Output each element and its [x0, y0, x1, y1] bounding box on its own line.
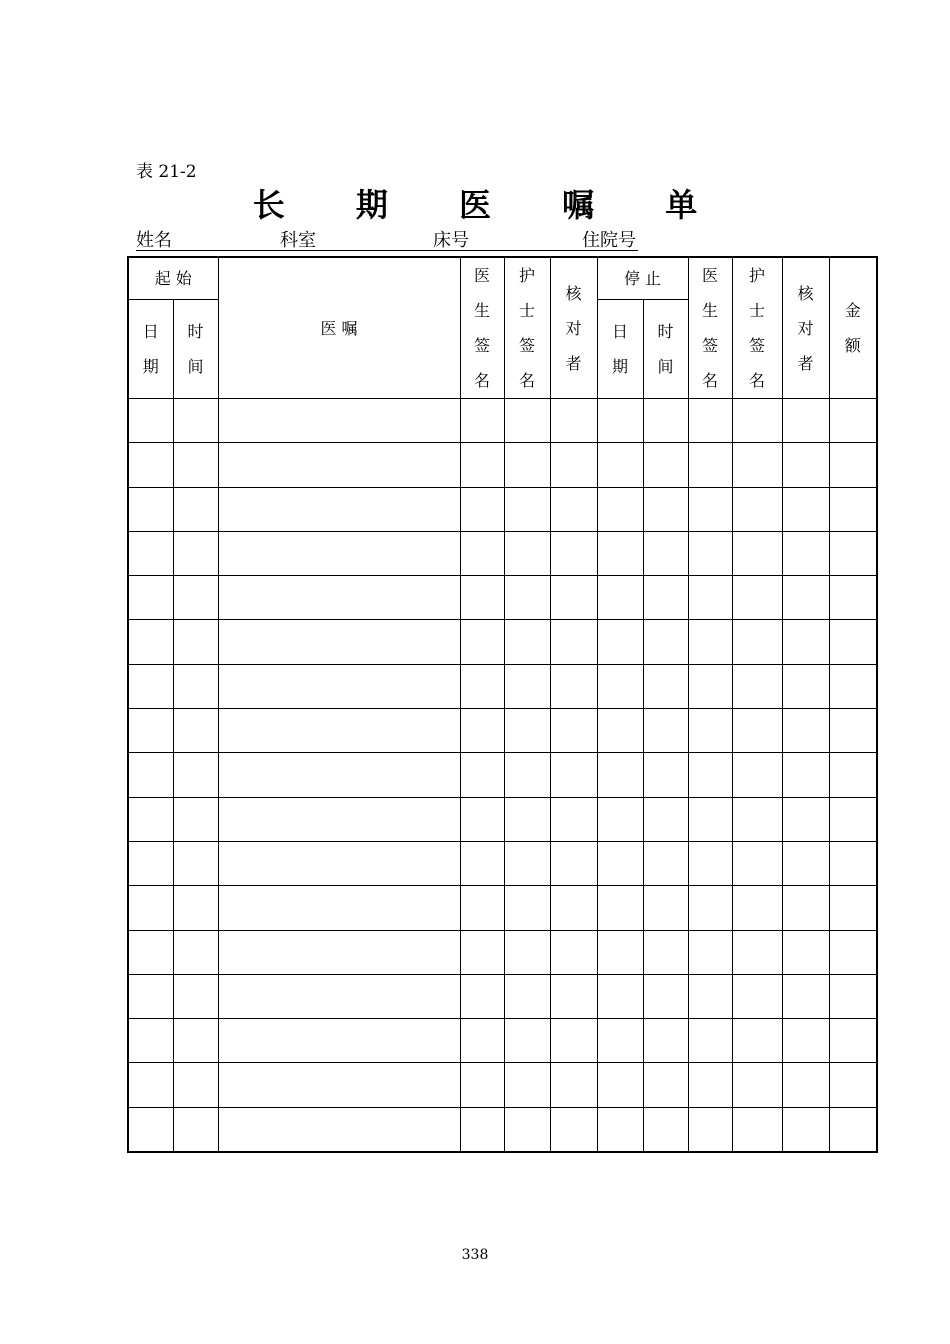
table-cell[interactable]: [218, 753, 460, 797]
table-cell[interactable]: [688, 886, 732, 930]
table-cell[interactable]: [460, 531, 504, 575]
table-cell[interactable]: [550, 974, 597, 1018]
table-cell[interactable]: [597, 709, 643, 753]
table-cell[interactable]: [460, 1107, 504, 1151]
table-cell[interactable]: [597, 1063, 643, 1107]
table-cell[interactable]: [597, 664, 643, 708]
table-cell[interactable]: [643, 974, 688, 1018]
table-cell[interactable]: [732, 664, 782, 708]
table-cell[interactable]: [218, 709, 460, 753]
table-cell[interactable]: [460, 576, 504, 620]
table-row: [128, 1019, 877, 1063]
table-cell[interactable]: [782, 620, 829, 664]
table-cell[interactable]: [504, 841, 550, 885]
table-cell[interactable]: [173, 399, 218, 443]
table-cell[interactable]: [173, 753, 218, 797]
table-cell[interactable]: [688, 1063, 732, 1107]
table-cell[interactable]: [597, 1107, 643, 1151]
table-cell[interactable]: [782, 709, 829, 753]
table-cell[interactable]: [597, 753, 643, 797]
table-cell[interactable]: [504, 576, 550, 620]
table-cell[interactable]: [643, 664, 688, 708]
start-time-header: 时 间: [173, 300, 218, 399]
table-cell[interactable]: [128, 974, 173, 1018]
table-cell[interactable]: [173, 664, 218, 708]
table-cell[interactable]: [173, 1063, 218, 1107]
table-cell[interactable]: [829, 1019, 877, 1063]
table-cell[interactable]: [218, 620, 460, 664]
table-cell[interactable]: [173, 576, 218, 620]
table-cell[interactable]: [128, 841, 173, 885]
table-cell[interactable]: [504, 531, 550, 575]
table-cell[interactable]: [460, 1019, 504, 1063]
table-cell[interactable]: [128, 1019, 173, 1063]
table-cell[interactable]: [643, 841, 688, 885]
table-cell[interactable]: [504, 797, 550, 841]
table-cell[interactable]: [218, 1063, 460, 1107]
table-cell[interactable]: [782, 930, 829, 974]
start-nurse-sign-header: 护 士 签 名: [504, 257, 550, 399]
table-cell[interactable]: [504, 1019, 550, 1063]
table-cell[interactable]: [218, 1019, 460, 1063]
table-row: [128, 930, 877, 974]
table-cell[interactable]: [504, 753, 550, 797]
table-cell[interactable]: [688, 1107, 732, 1151]
table-cell[interactable]: [643, 399, 688, 443]
table-cell[interactable]: [782, 487, 829, 531]
table-cell[interactable]: [782, 1063, 829, 1107]
table-cell[interactable]: [460, 753, 504, 797]
table-cell[interactable]: [550, 709, 597, 753]
table-cell[interactable]: [732, 620, 782, 664]
table-cell[interactable]: [550, 886, 597, 930]
table-cell[interactable]: [829, 753, 877, 797]
table-row: [128, 399, 877, 443]
table-cell[interactable]: [550, 1063, 597, 1107]
table-row: [128, 841, 877, 885]
table-cell[interactable]: [504, 886, 550, 930]
table-cell[interactable]: [504, 487, 550, 531]
table-row: [128, 531, 877, 575]
table-cell[interactable]: [128, 930, 173, 974]
page-title: 长 期 医 嘱 单: [252, 186, 728, 224]
table-cell[interactable]: [829, 797, 877, 841]
table-cell[interactable]: [218, 974, 460, 1018]
table-cell[interactable]: [218, 1107, 460, 1151]
table-cell[interactable]: [688, 620, 732, 664]
table-cell[interactable]: [643, 1019, 688, 1063]
table-cell[interactable]: [597, 399, 643, 443]
table-cell[interactable]: [829, 709, 877, 753]
stop-group-header: 停 止: [597, 257, 688, 300]
table-cell[interactable]: [597, 841, 643, 885]
table-cell[interactable]: [688, 709, 732, 753]
table-cell[interactable]: [643, 1063, 688, 1107]
start-group-header: 起 始: [128, 257, 218, 300]
table-cell[interactable]: [504, 399, 550, 443]
table-cell[interactable]: [460, 399, 504, 443]
table-cell[interactable]: [504, 974, 550, 1018]
table-cell[interactable]: [782, 1107, 829, 1151]
table-cell[interactable]: [550, 443, 597, 487]
table-cell[interactable]: [128, 1107, 173, 1151]
table-cell[interactable]: [218, 531, 460, 575]
table-cell[interactable]: [732, 974, 782, 1018]
order-header: 医 嘱: [218, 257, 460, 399]
table-cell[interactable]: [643, 930, 688, 974]
table-cell[interactable]: [732, 753, 782, 797]
table-cell[interactable]: [550, 620, 597, 664]
table-cell[interactable]: [550, 1019, 597, 1063]
table-cell[interactable]: [688, 841, 732, 885]
table-cell[interactable]: [550, 797, 597, 841]
table-cell[interactable]: [732, 399, 782, 443]
table-cell[interactable]: [732, 709, 782, 753]
table-cell[interactable]: [688, 399, 732, 443]
table-cell[interactable]: [218, 443, 460, 487]
table-cell[interactable]: [173, 487, 218, 531]
department-label: 科室: [280, 230, 316, 251]
table-cell[interactable]: [128, 1063, 173, 1107]
table-cell[interactable]: [460, 443, 504, 487]
stop-nurse-sign-header: 护 士 签 名: [732, 257, 782, 399]
table-cell[interactable]: [829, 487, 877, 531]
table-cell[interactable]: [218, 487, 460, 531]
table-cell[interactable]: [782, 576, 829, 620]
table-cell[interactable]: [829, 620, 877, 664]
blank-rows: [128, 399, 877, 1152]
table-cell[interactable]: [128, 576, 173, 620]
table-cell[interactable]: [688, 1019, 732, 1063]
patient-info-line: [136, 226, 638, 251]
page-number: 338: [461, 1247, 489, 1263]
table-cell[interactable]: [173, 797, 218, 841]
table-cell[interactable]: [173, 443, 218, 487]
table-cell[interactable]: [128, 664, 173, 708]
bed-label: 床号: [433, 230, 469, 251]
table-cell[interactable]: [504, 664, 550, 708]
table-cell[interactable]: [460, 664, 504, 708]
table-row: [128, 487, 877, 531]
table-cell[interactable]: [218, 886, 460, 930]
table-row: [128, 797, 877, 841]
table-cell[interactable]: [173, 974, 218, 1018]
table-cell[interactable]: [550, 487, 597, 531]
table-cell[interactable]: [128, 399, 173, 443]
table-cell[interactable]: [173, 620, 218, 664]
table-cell[interactable]: [550, 1107, 597, 1151]
table-cell[interactable]: [732, 576, 782, 620]
table-cell[interactable]: [597, 620, 643, 664]
table-cell[interactable]: [128, 487, 173, 531]
table-cell[interactable]: [597, 1019, 643, 1063]
table-cell[interactable]: [460, 620, 504, 664]
table-cell[interactable]: [688, 487, 732, 531]
table-cell[interactable]: [550, 576, 597, 620]
table-cell[interactable]: [460, 886, 504, 930]
table-cell[interactable]: [782, 664, 829, 708]
table-cell[interactable]: [460, 487, 504, 531]
table-cell[interactable]: [782, 531, 829, 575]
table-cell[interactable]: [829, 886, 877, 930]
table-row: [128, 576, 877, 620]
table-cell[interactable]: [504, 1063, 550, 1107]
table-cell[interactable]: [597, 576, 643, 620]
table-caption: 表 21-2: [136, 162, 197, 182]
table-cell[interactable]: [128, 886, 173, 930]
table-cell[interactable]: [829, 1107, 877, 1151]
table-cell[interactable]: [550, 753, 597, 797]
table-cell[interactable]: [173, 841, 218, 885]
table-cell[interactable]: [128, 443, 173, 487]
table-cell[interactable]: [173, 531, 218, 575]
table-cell[interactable]: [218, 797, 460, 841]
table-cell[interactable]: [829, 399, 877, 443]
table-cell[interactable]: [688, 576, 732, 620]
table-cell[interactable]: [128, 797, 173, 841]
table-row: [128, 753, 877, 797]
table-cell[interactable]: [218, 930, 460, 974]
table-cell[interactable]: [829, 443, 877, 487]
table-cell[interactable]: [829, 664, 877, 708]
table-cell[interactable]: [504, 930, 550, 974]
table-cell[interactable]: [643, 576, 688, 620]
amount-header: 金 额: [829, 257, 877, 399]
table-cell[interactable]: [643, 753, 688, 797]
table-cell[interactable]: [597, 797, 643, 841]
table-cell[interactable]: [643, 487, 688, 531]
table-cell[interactable]: [732, 531, 782, 575]
table-cell[interactable]: [218, 841, 460, 885]
table-cell[interactable]: [688, 930, 732, 974]
table-cell[interactable]: [643, 886, 688, 930]
table-cell[interactable]: [782, 1019, 829, 1063]
table-cell[interactable]: [829, 1063, 877, 1107]
table-cell[interactable]: [643, 531, 688, 575]
stop-time-header: 时 间: [643, 300, 688, 399]
table-cell[interactable]: [688, 443, 732, 487]
table-cell[interactable]: [218, 576, 460, 620]
table-cell[interactable]: [173, 1019, 218, 1063]
stop-checker-header: 核 对 者: [782, 257, 829, 399]
start-date-header: 日 期: [128, 300, 173, 399]
table-cell[interactable]: [829, 531, 877, 575]
table-cell[interactable]: [128, 709, 173, 753]
table-cell[interactable]: [732, 443, 782, 487]
table-row: [128, 886, 877, 930]
table-cell[interactable]: [829, 841, 877, 885]
table-cell[interactable]: [550, 930, 597, 974]
stop-date-header: 日 期: [597, 300, 643, 399]
table-cell[interactable]: [732, 930, 782, 974]
table-cell[interactable]: [128, 531, 173, 575]
table-cell[interactable]: [504, 709, 550, 753]
table-cell[interactable]: [460, 797, 504, 841]
table-cell[interactable]: [732, 886, 782, 930]
table-cell[interactable]: [688, 531, 732, 575]
stop-doctor-sign-header: 医 生 签 名: [688, 257, 732, 399]
table-cell[interactable]: [782, 443, 829, 487]
table-cell[interactable]: [732, 1107, 782, 1151]
start-checker-header: 核 对 者: [550, 257, 597, 399]
table-cell[interactable]: [732, 487, 782, 531]
table-cell[interactable]: [597, 974, 643, 1018]
table-cell[interactable]: [782, 886, 829, 930]
table-cell[interactable]: [128, 620, 173, 664]
table-cell[interactable]: [173, 886, 218, 930]
table-cell[interactable]: [732, 1019, 782, 1063]
table-cell[interactable]: [597, 443, 643, 487]
table-row: [128, 443, 877, 487]
table-cell[interactable]: [643, 709, 688, 753]
table-cell[interactable]: [782, 841, 829, 885]
table-cell[interactable]: [782, 399, 829, 443]
table-cell[interactable]: [782, 753, 829, 797]
start-doctor-sign-header: 医 生 签 名: [460, 257, 504, 399]
table-cell[interactable]: [460, 974, 504, 1018]
table-cell[interactable]: [128, 753, 173, 797]
table-cell[interactable]: [829, 974, 877, 1018]
long-term-orders-table: [127, 256, 878, 1153]
table-cell[interactable]: [643, 797, 688, 841]
table-cell[interactable]: [643, 443, 688, 487]
table-cell[interactable]: [173, 709, 218, 753]
table-row: [128, 664, 877, 708]
table-cell[interactable]: [550, 531, 597, 575]
table-cell[interactable]: [732, 1063, 782, 1107]
table-cell[interactable]: [597, 531, 643, 575]
table-cell[interactable]: [597, 886, 643, 930]
table-cell[interactable]: [460, 1063, 504, 1107]
table-cell[interactable]: [829, 576, 877, 620]
table-cell[interactable]: [550, 664, 597, 708]
table-cell[interactable]: [218, 399, 460, 443]
table-cell[interactable]: [460, 841, 504, 885]
table-cell[interactable]: [688, 753, 732, 797]
table-cell[interactable]: [782, 974, 829, 1018]
table-cell[interactable]: [688, 664, 732, 708]
table-cell[interactable]: [782, 797, 829, 841]
table-cell[interactable]: [550, 399, 597, 443]
table-cell[interactable]: [597, 487, 643, 531]
table-cell[interactable]: [643, 1107, 688, 1151]
table-cell[interactable]: [829, 930, 877, 974]
table-cell[interactable]: [597, 930, 643, 974]
name-label: 姓名: [136, 230, 172, 251]
table-row: [128, 709, 877, 753]
table-cell[interactable]: [688, 974, 732, 1018]
table-row: [128, 1063, 877, 1107]
table-cell[interactable]: [460, 709, 504, 753]
table-cell[interactable]: [732, 797, 782, 841]
table-cell[interactable]: [688, 797, 732, 841]
table-cell[interactable]: [173, 1107, 218, 1151]
table-cell[interactable]: [460, 930, 504, 974]
table-row: [128, 974, 877, 1018]
table-cell[interactable]: [504, 1107, 550, 1151]
table-cell[interactable]: [504, 620, 550, 664]
table-row: [128, 620, 877, 664]
table-row: [128, 1107, 877, 1151]
table-cell[interactable]: [173, 930, 218, 974]
table-cell[interactable]: [504, 443, 550, 487]
table-cell[interactable]: [550, 841, 597, 885]
admission-number-label: 住院号: [582, 230, 636, 251]
table-cell[interactable]: [218, 664, 460, 708]
table-cell[interactable]: [732, 841, 782, 885]
table-cell[interactable]: [643, 620, 688, 664]
